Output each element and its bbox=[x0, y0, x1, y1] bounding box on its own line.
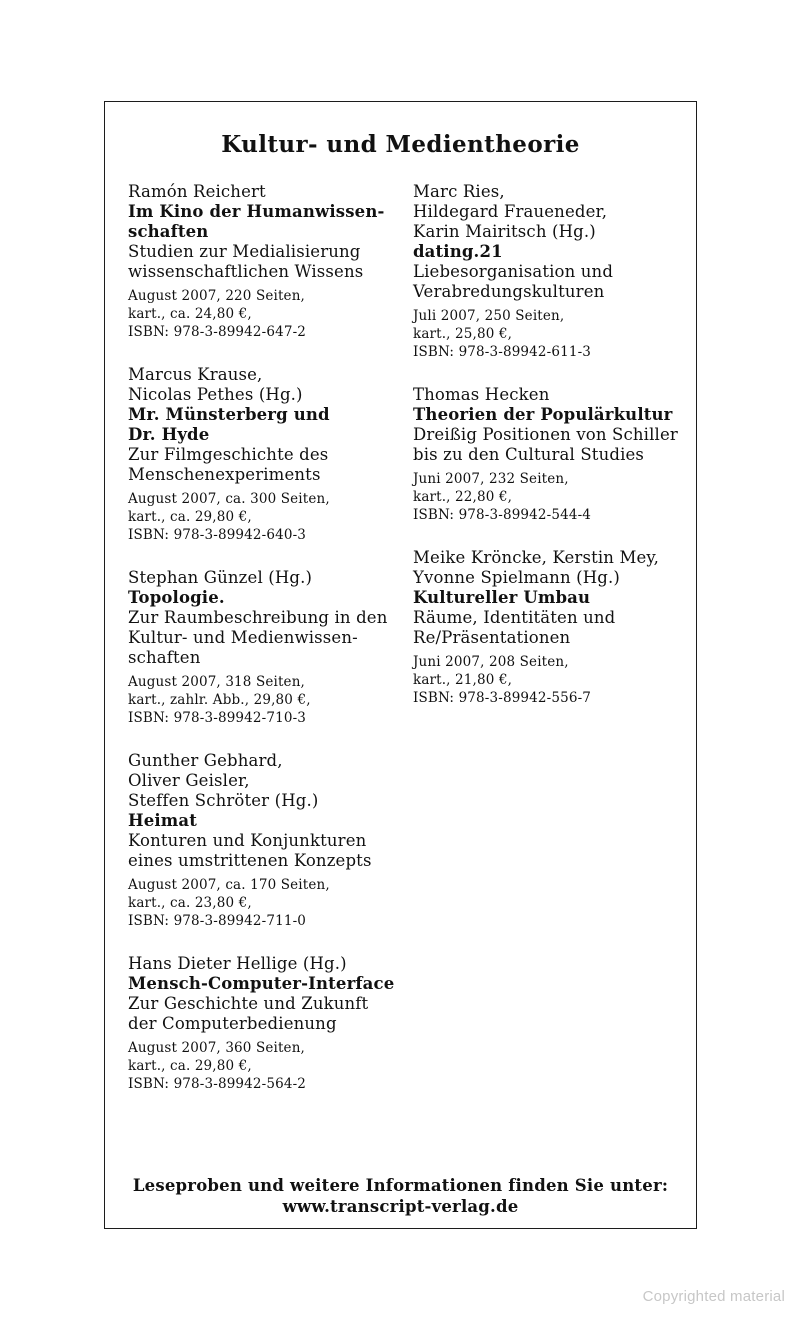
book-title-line: dating.21 bbox=[413, 242, 503, 261]
book-meta-line: ISBN: 978-3-89942-611-3 bbox=[413, 344, 592, 360]
book-entry bbox=[413, 385, 695, 524]
book-meta bbox=[128, 1039, 410, 1093]
book-author-line: Karin Mairitsch (Hg.) bbox=[413, 222, 596, 241]
book-meta-line: August 2007, 220 Seiten, bbox=[128, 288, 305, 304]
book-meta-line: kart., ca. 23,80 €, bbox=[128, 895, 252, 911]
book-meta-line: ISBN: 978-3-89942-544-4 bbox=[413, 507, 592, 523]
book-entry bbox=[413, 182, 695, 361]
book-author-line: Hans Dieter Hellige (Hg.) bbox=[128, 954, 347, 973]
book-meta bbox=[413, 307, 695, 361]
book-subtitle-line: bis zu den Cultural Studies bbox=[413, 445, 645, 464]
book-author-line: Gunther Gebhard, bbox=[128, 751, 283, 770]
book-meta-line: August 2007, ca. 170 Seiten, bbox=[128, 877, 330, 893]
book-subtitle-line: Zur Geschichte und Zukunft bbox=[128, 994, 369, 1013]
book-author-line: Marc Ries, bbox=[413, 182, 505, 201]
book-subtitle-line: Zur Raumbeschreibung in den bbox=[128, 608, 388, 627]
book-meta-line: Juni 2007, 208 Seiten, bbox=[413, 654, 569, 670]
book-meta bbox=[128, 287, 410, 341]
book-subtitle-line: der Computerbedienung bbox=[128, 1014, 337, 1033]
book-title-line: Mensch-Computer-Interface bbox=[128, 974, 395, 993]
book-author-line: Ramón Reichert bbox=[128, 182, 266, 201]
book-subtitle-line: Re/Präsentationen bbox=[413, 628, 571, 647]
page-border-frame bbox=[104, 101, 697, 1229]
book-meta-line: kart., 25,80 €, bbox=[413, 326, 513, 342]
book-meta-line: ISBN: 978-3-89942-647-2 bbox=[128, 324, 307, 340]
book-title-line: Mr. Münsterberg und bbox=[128, 405, 330, 424]
book-meta-line: ISBN: 978-3-89942-710-3 bbox=[128, 710, 307, 726]
book-subtitle-line: Zur Filmgeschichte des bbox=[128, 445, 329, 464]
book-entry bbox=[128, 568, 410, 727]
book-entry bbox=[128, 751, 410, 930]
footer-url: www.transcript-verlag.de bbox=[282, 1197, 519, 1216]
book-subtitle-line: Verabredungskulturen bbox=[413, 282, 605, 301]
book-author-line: Oliver Geisler, bbox=[128, 771, 250, 790]
book-author-line: Nicolas Pethes (Hg.) bbox=[128, 385, 303, 404]
book-subtitle-line: Liebesorganisation und bbox=[413, 262, 614, 281]
footer bbox=[105, 1175, 696, 1217]
book-author-line: Steffen Schröter (Hg.) bbox=[128, 791, 319, 810]
book-title-line: Dr. Hyde bbox=[128, 425, 210, 444]
book-author-line: Marcus Krause, bbox=[128, 365, 263, 384]
book-meta-line: ISBN: 978-3-89942-556-7 bbox=[413, 690, 592, 706]
book-author-line: Yvonne Spielmann (Hg.) bbox=[413, 568, 620, 587]
book-entry bbox=[128, 182, 410, 341]
book-meta-line: kart., ca. 29,80 €, bbox=[128, 509, 252, 525]
book-entry bbox=[413, 548, 695, 707]
book-subtitle-line: eines umstrittenen Konzepts bbox=[128, 851, 372, 870]
book-subtitle-line: Konturen und Konjunkturen bbox=[128, 831, 367, 850]
book-meta-line: kart., zahlr. Abb., 29,80 €, bbox=[128, 692, 311, 708]
right-column bbox=[413, 182, 695, 731]
book-meta bbox=[413, 653, 695, 707]
book-author-line: Hildegard Fraueneder, bbox=[413, 202, 608, 221]
book-meta-line: Juli 2007, 250 Seiten, bbox=[413, 308, 565, 324]
book-title-line: Kultureller Umbau bbox=[413, 588, 591, 607]
book-subtitle-line: schaften bbox=[128, 648, 201, 667]
book-meta-line: kart., ca. 29,80 €, bbox=[128, 1058, 252, 1074]
book-title-line: Heimat bbox=[128, 811, 198, 830]
book-meta bbox=[128, 490, 410, 544]
book-entry bbox=[128, 365, 410, 544]
book-meta-line: Juni 2007, 232 Seiten, bbox=[413, 471, 569, 487]
book-subtitle-line: Dreißig Positionen von Schiller bbox=[413, 425, 678, 444]
book-title-line: schaften bbox=[128, 222, 209, 241]
book-meta-line: kart., ca. 24,80 €, bbox=[128, 306, 252, 322]
book-meta-line: August 2007, 318 Seiten, bbox=[128, 674, 305, 690]
book-meta-line: August 2007, ca. 300 Seiten, bbox=[128, 491, 330, 507]
book-author-line: Stephan Günzel (Hg.) bbox=[128, 568, 313, 587]
left-column bbox=[128, 182, 410, 1117]
book-meta-line: August 2007, 360 Seiten, bbox=[128, 1040, 305, 1056]
book-meta-line: kart., 22,80 €, bbox=[413, 489, 513, 505]
watermark-text: Copyrighted material bbox=[642, 1288, 785, 1305]
book-title-line: Theorien der Populärkultur bbox=[413, 405, 673, 424]
book-subtitle-line: Menschenexperiments bbox=[128, 465, 321, 484]
book-subtitle-line: wissenschaftlichen Wissens bbox=[128, 262, 364, 281]
book-meta bbox=[128, 673, 410, 727]
book-meta bbox=[413, 470, 695, 524]
book-meta-line: kart., 21,80 €, bbox=[413, 672, 513, 688]
book-meta bbox=[128, 876, 410, 930]
book-subtitle-line: Studien zur Medialisierung bbox=[128, 242, 361, 261]
book-meta-line: ISBN: 978-3-89942-564-2 bbox=[128, 1076, 307, 1092]
book-title-line: Topologie. bbox=[128, 588, 225, 607]
book-entry bbox=[128, 954, 410, 1093]
book-author-line: Thomas Hecken bbox=[413, 385, 550, 404]
footer-text: Leseproben und weitere Informationen finden Sie unter: bbox=[132, 1176, 669, 1195]
book-subtitle-line: Kultur- und Medienwissen- bbox=[128, 628, 358, 647]
page-title: Kultur- und Medientheorie bbox=[221, 131, 580, 158]
book-author-line: Meike Kröncke, Kerstin Mey, bbox=[413, 548, 660, 567]
book-subtitle-line: Räume, Identitäten und bbox=[413, 608, 616, 627]
book-meta-line: ISBN: 978-3-89942-711-0 bbox=[128, 913, 307, 929]
book-meta-line: ISBN: 978-3-89942-640-3 bbox=[128, 527, 307, 543]
book-title-line: Im Kino der Humanwissen- bbox=[128, 202, 385, 221]
